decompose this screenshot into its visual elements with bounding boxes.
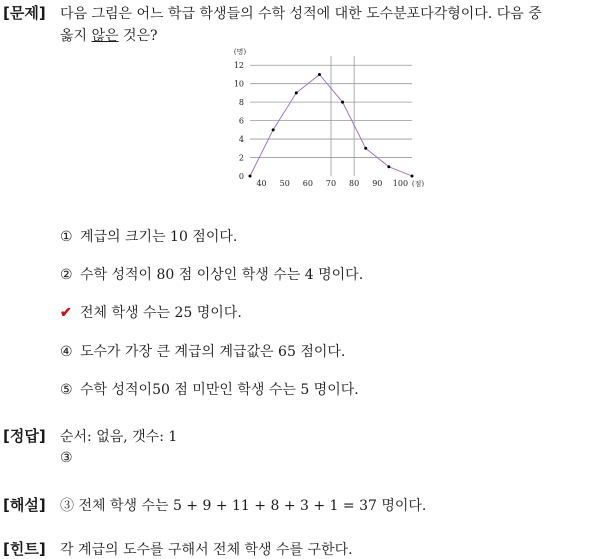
hint-tag: [힌트] [3,540,46,558]
y-tick-label: 2 [238,153,244,163]
choice-4-text: 도수가 가장 큰 계급의 계급값은 65 점이다. [80,344,346,360]
choice-5-number: ⑤ [60,382,73,398]
data-point [341,101,344,104]
y-tick-label: 8 [238,98,244,108]
x-tick-label: 100 [392,179,409,188]
data-point [295,91,298,94]
hint-text: 각 계급의 도수를 구해서 전체 학생 수를 구한다. [60,542,353,558]
data-point [387,165,390,168]
question-line-2-post: 것은? [118,28,158,44]
question-underlined-word: 않은 [91,28,119,44]
x-tick-label: 70 [325,179,337,188]
data-point [411,175,414,178]
choice-1-number: ① [60,229,73,245]
choice-1-text: 계급의 크기는 10 점이다. [80,229,238,245]
x-tick-label: 60 [302,179,313,188]
question-line-1: 다음 그림은 어느 학급 학생들의 수학 성적에 대한 도수분포다각형이다. 다음 중 [60,6,542,22]
check-mark-icon: ✔ [60,305,72,321]
choice-2-text: 수학 성적이 80 점 이상인 학생 수는 4 명이다. [80,267,364,283]
choice-5-text: 수학 성적이50 점 미만인 학생 수는 5 명이다. [80,382,359,398]
question-line-2-pre: 옳지 [60,28,92,44]
choice-3[interactable] [60,302,242,322]
data-point [318,73,321,76]
choice-5[interactable] [60,379,359,399]
x-tick-label: 80 [349,179,360,188]
choice-4-number: ④ [60,344,73,360]
choice-4[interactable] [60,341,345,361]
x-tick-label: 50 [279,179,290,188]
explanation-tag: [해설] [3,496,46,514]
answer-tag: [정답] [3,427,46,445]
question-tag: [문제] [3,4,46,22]
y-tick-label: 0 [238,172,244,181]
data-point [364,147,367,150]
y-tick-label: 4 [238,135,244,145]
data-point [272,128,275,131]
y-tick-label: 6 [238,116,244,126]
x-axis-label: (점) [411,180,425,188]
data-point [249,175,252,178]
y-tick-label: 10 [233,79,244,89]
answer-value: ③ [60,450,73,466]
question-line-2 [60,25,158,45]
frequency-polygon-chart [226,46,426,188]
choice-2-number: ② [60,267,73,283]
choice-1[interactable] [60,226,237,246]
y-tick-label: 12 [233,61,244,71]
explanation-text: ③ 전체 학생 수는 5 + 9 + 11 + 8 + 3 + 1 = 37 명이다. [60,498,427,514]
x-tick-label: 90 [372,179,383,188]
y-axis-label: (명) [233,48,247,56]
choice-3-text: 전체 학생 수는 25 명이다. [80,305,242,321]
choice-2[interactable] [60,264,363,284]
answer-meta: 순서: 없음, 갯수: 1 [60,429,178,445]
x-tick-label: 40 [256,179,267,188]
